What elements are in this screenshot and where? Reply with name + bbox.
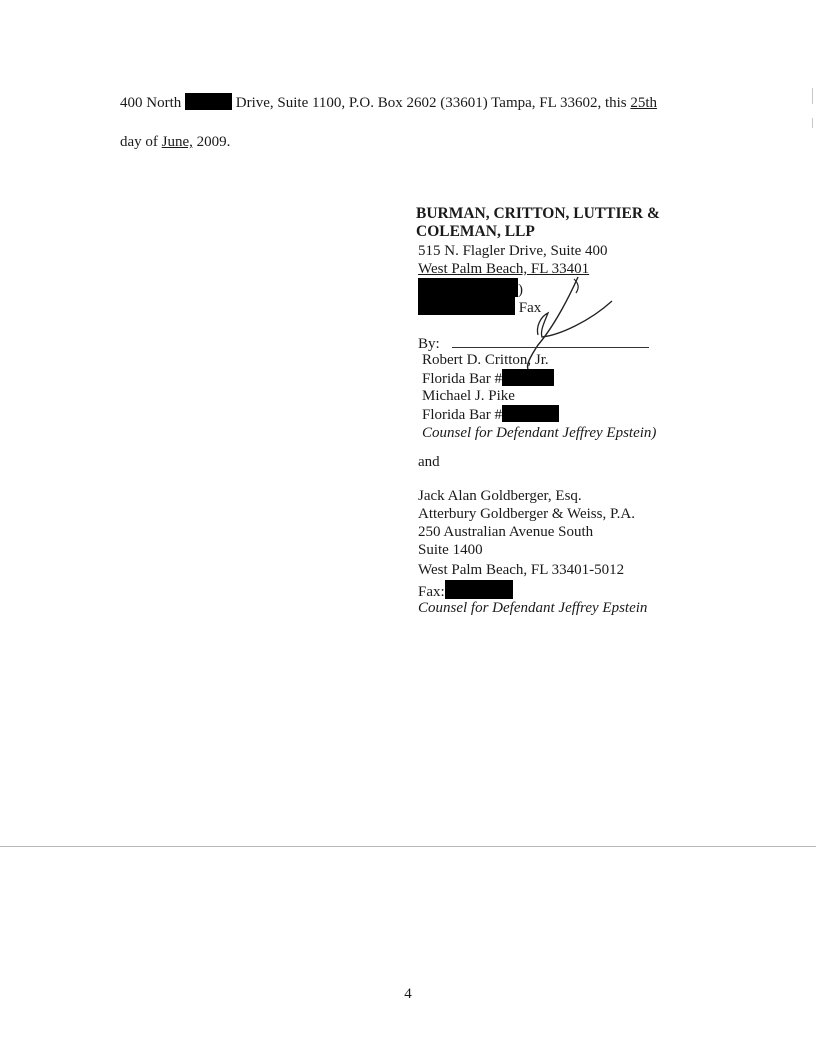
signature-line [452,347,649,348]
cocounsel-address-3: West Palm Beach, FL 33401-5012 [418,562,625,578]
attorney-1-bar-label: Florida Bar # [422,371,502,387]
counsel-line-2: Counsel for Defendant Jeffrey Epstein [418,600,648,616]
cocounsel-address-1: 250 Australian Avenue South [418,524,594,540]
intro-day-of: day of [120,134,158,150]
intro-line-2 [120,133,230,151]
page-number: 4 [404,986,412,1002]
redaction-block [502,405,559,422]
cocounsel-fax-line [418,580,513,601]
firm-phone-suffix: ) [518,282,523,298]
by-label: By: [418,336,440,352]
intro-street-rest: Drive, Suite 1100, P.O. Box 2602 (33601) Tampa, FL 33602, this [235,95,627,111]
firm-address-2: West Palm Beach, FL 33401 [418,261,590,277]
redaction-block [185,93,232,110]
cocounsel-firm: Atterbury Goldberger & Weiss, P.A. [418,506,635,522]
intro-day: 25th [630,95,658,111]
intro-line-1 [120,93,657,112]
page-rule [0,846,816,847]
scan-mark [812,118,813,128]
scan-mark [812,88,813,104]
conjunction-and: and [418,454,440,470]
redaction-block [502,369,554,386]
firm-fax-label: Fax [518,300,542,316]
redaction-block [445,580,513,599]
intro-street-prefix: 400 North [120,95,182,111]
cocounsel-name: Jack Alan Goldberger, Esq. [418,488,582,504]
intro-month: June, [161,134,193,150]
firm-address-1: 515 N. Flagler Drive, Suite 400 [418,243,608,259]
attorney-1-name: Robert D. Critton, Jr. [422,352,549,368]
attorney-1-bar-line [422,369,554,388]
firm-name-line-1: BURMAN, CRITTON, LUTTIER & [416,205,660,222]
attorney-2-name: Michael J. Pike [422,388,515,404]
attorney-2-bar-line [422,405,559,424]
cocounsel-address-2: Suite 1400 [418,542,483,558]
counsel-line-1: Counsel for Defendant Jeffrey Epstein) [422,425,657,441]
intro-year: 2009. [196,134,231,150]
attorney-2-bar-label: Florida Bar # [422,407,502,423]
cocounsel-fax-label: Fax: [418,584,445,600]
firm-name-line-2: COLEMAN, LLP [416,223,535,240]
